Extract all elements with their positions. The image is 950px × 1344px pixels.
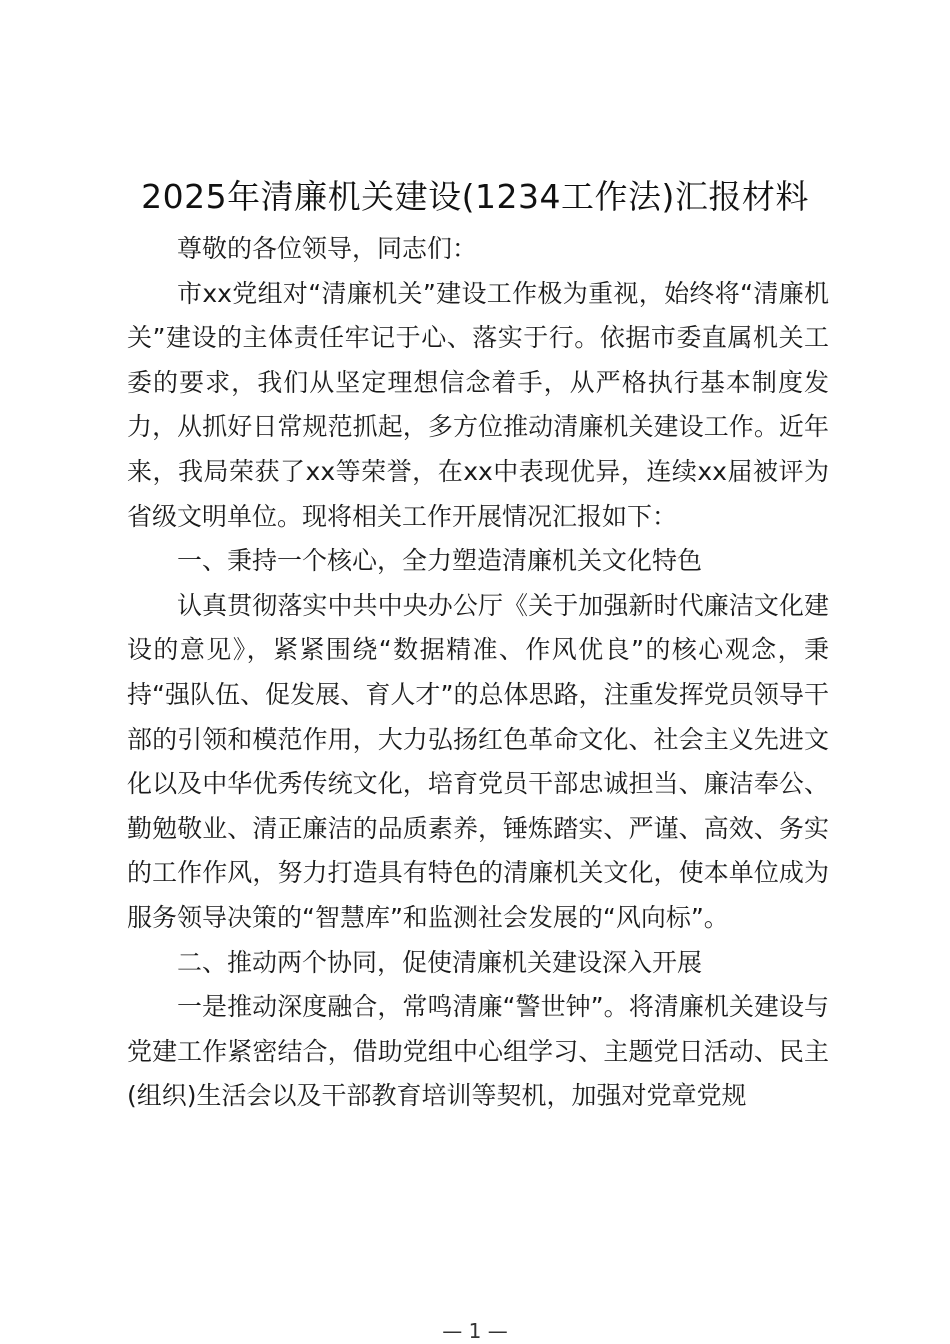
section-1-paragraph: 认真贯彻落实中共中央办公厅《关于加强新时代廉洁文化建设的意见》，紧紧围绕“数据精准、作风优良”的核心观念，秉持“强队伍、促发展、育人才”的总体思路，注重发挥党员领导干部的引领和模范作用，大力弘扬红色革命文化、社会主义先进文化以及中华优秀传统文化，培育党员干部忠诚担当、廉洁奉公、勤勉敬业、清正廉洁的品质素养，锤炼踏实、严谨、高效、务实的工作作风，努力打造具有特色的清廉机关文化，使本单位成为服务领导决策的“智慧库”和监测社会发展的“风向标”。 — [127, 590, 829, 932]
page-number: — 1 — — [442, 1319, 508, 1343]
salutation: 尊敬的各位领导，同志们： — [177, 234, 478, 263]
section-2-paragraph: 一是推动深度融合，常鸣清廉“警世钟”。将清廉机关建设与党建工作紧密结合，借助党组中心组学习、主题党日活动、民主(组织)生活会以及干部教育培训等契机，加强对党章党规 — [127, 992, 829, 1111]
intro-paragraph: 市xx党组对“清廉机关”建设工作极为重视，始终将“清廉机关”建设的主体责任牢记于心、落实于行。依据市委直属机关工委的要求，我们从坚定理想信念着手，从严格执行基本制度发力，从抓好日常规范抓起，多方位推动清廉机关建设工作。近年来，我局荣获了xx等荣誉，在xx中表现优异，连续xx届被评为省级文明单位。现将相关工作开展情况汇报如下： — [127, 278, 829, 531]
document-title: 2025年清廉机关建设(1234工作法)汇报材料 — [141, 177, 809, 216]
document-body — [127, 227, 829, 1119]
section-heading-1: 一、秉持一个核心，全力塑造清廉机关文化特色 — [177, 546, 703, 576]
section-heading-2: 二、推动两个协同，促使清廉机关建设深入开展 — [177, 947, 703, 977]
